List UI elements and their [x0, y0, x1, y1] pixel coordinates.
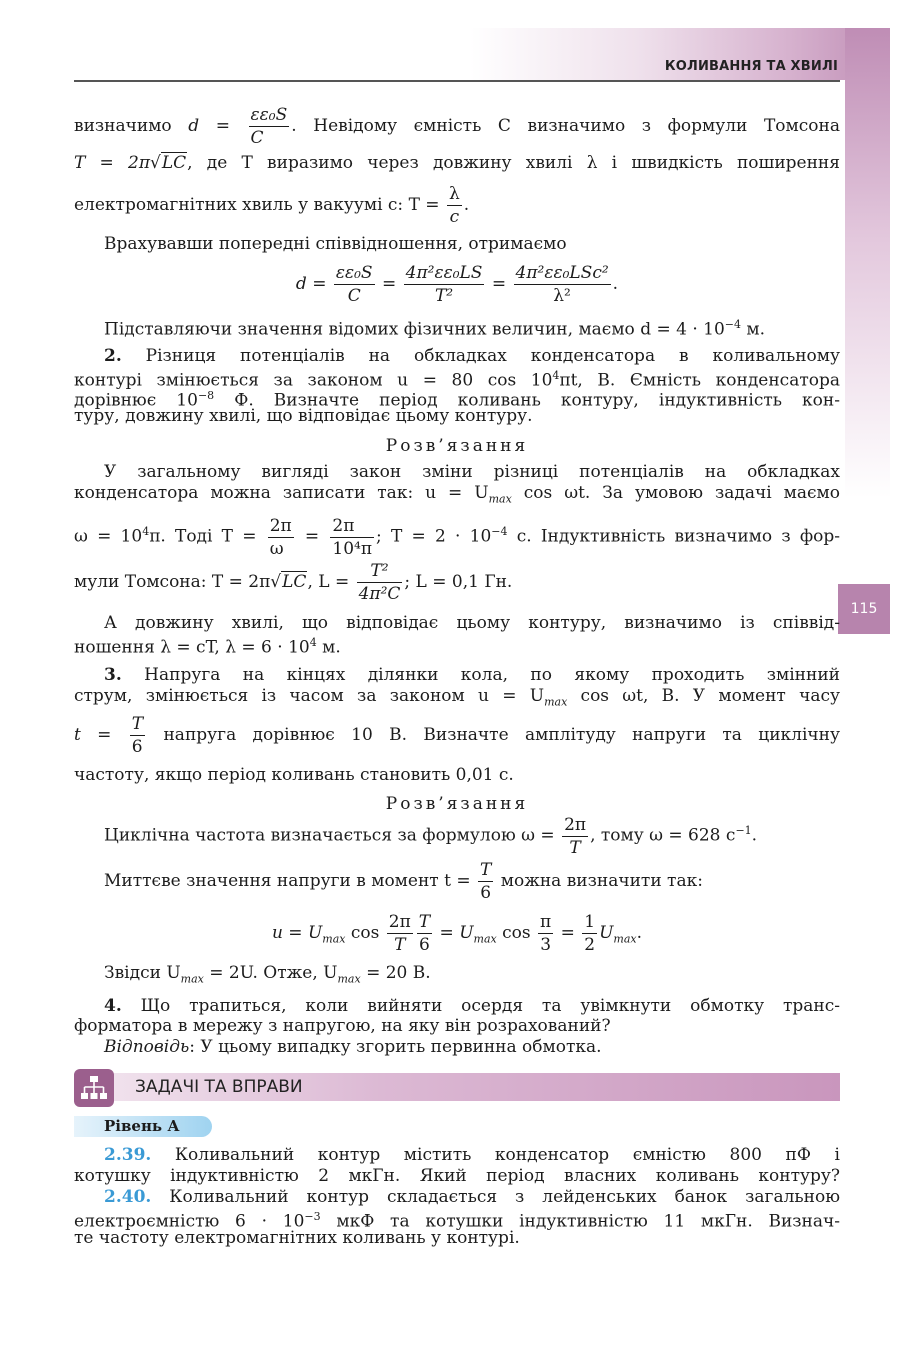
text-line: форматора в мережу з напругою, на яку він розрахований? — [74, 1016, 611, 1036]
problem-line: 2.39. Коливальний контур містить конденсатор ємністю 800 пФ і — [104, 1145, 840, 1165]
level-badge: Рівень А — [74, 1116, 212, 1137]
text-line: t = $\frac{T}{6}$ напруга дорівнює 10 В. Визначте амплітуду напруги та циклічну — [74, 714, 840, 757]
section-title: ЗАДАЧІ ТА ВПРАВИ — [135, 1077, 303, 1097]
display-formula: $u = U_{max}$ cos $\frac{2\pi}{T}$ $\frac{T}{6}$ = $U_{max}$ cos $\frac{\pi}{3}$ = $\frac{1}{2}$ $U_{max}$. — [271, 912, 643, 955]
side-gradient — [845, 28, 890, 498]
text-line: А довжину хвилі, що відповідає цьому контуру, визначимо із співвід- — [104, 613, 840, 633]
problem-line: котушку індуктивністю 2 мкГн. Який період власних коливань контуру? — [74, 1166, 840, 1186]
text-line: туру, довжину хвилі, що відповідає цьому контуру. — [74, 406, 533, 426]
formula-fraction: $\frac{\text{εε₀S}}{C}$ — [250, 105, 288, 148]
solution-heading: Розв’язання — [385, 794, 529, 814]
text-line: контурі змінюється за законом u = 80 $\cos 10^4\pi t$, В. Ємність конденсатора — [74, 369, 840, 391]
text-line: Підставляючи значення відомих фізичних величин, маємо $d = 4 \cdot 10^{-4}$ м. — [104, 318, 766, 340]
running-header: КОЛИВАННЯ ТА ХВИЛІ — [664, 59, 838, 74]
header-rule — [74, 80, 840, 82]
text-line: визначимо d = $\frac{\text{εε₀S}}{C}$ . Невідому ємність C визначимо з формули Томсона — [74, 105, 840, 148]
text-line: У загальному вигляді закон зміни різниці потенціалів на обкладках — [104, 462, 840, 482]
problem-line: 2.40. Коливальний контур складається з лейденських банок загальною — [104, 1187, 840, 1207]
page-number: 115 — [838, 584, 890, 634]
text-line: струм, змінюється із часом за законом $u = U_{max}$ cos ωt, В. У момент часу — [74, 686, 840, 709]
text-line: електромагнітних хвиль у вакуумі c: T = $\frac{\lambda}{c}$ . — [74, 184, 470, 227]
text-line: T = 2π√LC, де T виразимо через довжину хвилі λ і швидкість поширення — [74, 153, 840, 173]
text-line: мули Томсона: T = 2π√LC, L = $\frac{\text{T²}}{\text{4π²C}}$ ; L = 0,1 Гн. — [74, 561, 513, 604]
text-line: Врахувавши попередні співвідношення, отримаємо — [104, 234, 567, 254]
text-line: ношення λ = cT, $\lambda = 6 \cdot 10^4$ м. — [74, 636, 341, 658]
display-formula: d = $\frac{\text{εε₀S}}{C}$ = $\frac{\text{4π²εε₀LS}}{\text{T²}}$ = $\frac{\text{4π²εε₀LSc²}}{\text{λ²}}$ . — [295, 263, 619, 306]
text-line: 4. Що трапиться, коли вийняти осердя та увімкнути обмотку транс- — [104, 996, 840, 1016]
text-line: дорівнює $10^{-8}$ Ф. Визначте період коливань контуру, індуктивність кон- — [74, 389, 840, 411]
problem-line: те частоту електромагнітних коливань у контурі. — [74, 1228, 520, 1248]
text-line: 2. Різниця потенціалів на обкладках конденсатора в коливальному — [104, 346, 840, 366]
hierarchy-icon — [74, 1069, 114, 1107]
text-line: Миттєве значення напруги в момент t = $\frac{T}{6}$ можна визначити так: — [104, 860, 703, 903]
text-line: Звідси $U_{max} = 2U$. Отже, $U_{max} = 20$ В. — [104, 963, 431, 986]
problem-line: електроємністю $6 \cdot 10^{-3}$ мкФ та котушки індуктивністю 11 мкГн. Визнач- — [74, 1210, 841, 1232]
text-line: Циклічна частота визначається за формулою ω = $\frac{2\pi}{T}$ , тому ω = 628 $с^{-1}$. — [104, 814, 758, 858]
solution-heading: Розв’язання — [385, 436, 529, 456]
text-line: Відповідь: У цьому випадку згорить первинна обмотка. — [104, 1037, 602, 1057]
text-line: $\omega = 10^4\pi$. Тоді T = $\frac{2\pi}{\omega}$ = $\frac{2\pi}{\text{10⁴π}}$ ; $T = 2 \cdot 10^{-4}$ с. Індуктивність визначимо з фор- — [74, 515, 840, 559]
text-line: частоту, якщо період коливань становить 0,01 с. — [74, 765, 514, 785]
text-line: 3. Напруга на кінцях ділянки кола, по якому проходить змінний — [104, 665, 840, 685]
text-line: конденсатора можна записати так: $u = U_{max}$ cos ωt. За умовою задачі маємо — [74, 483, 840, 506]
formula-fraction: $\frac{\lambda}{c}$ — [448, 184, 460, 227]
